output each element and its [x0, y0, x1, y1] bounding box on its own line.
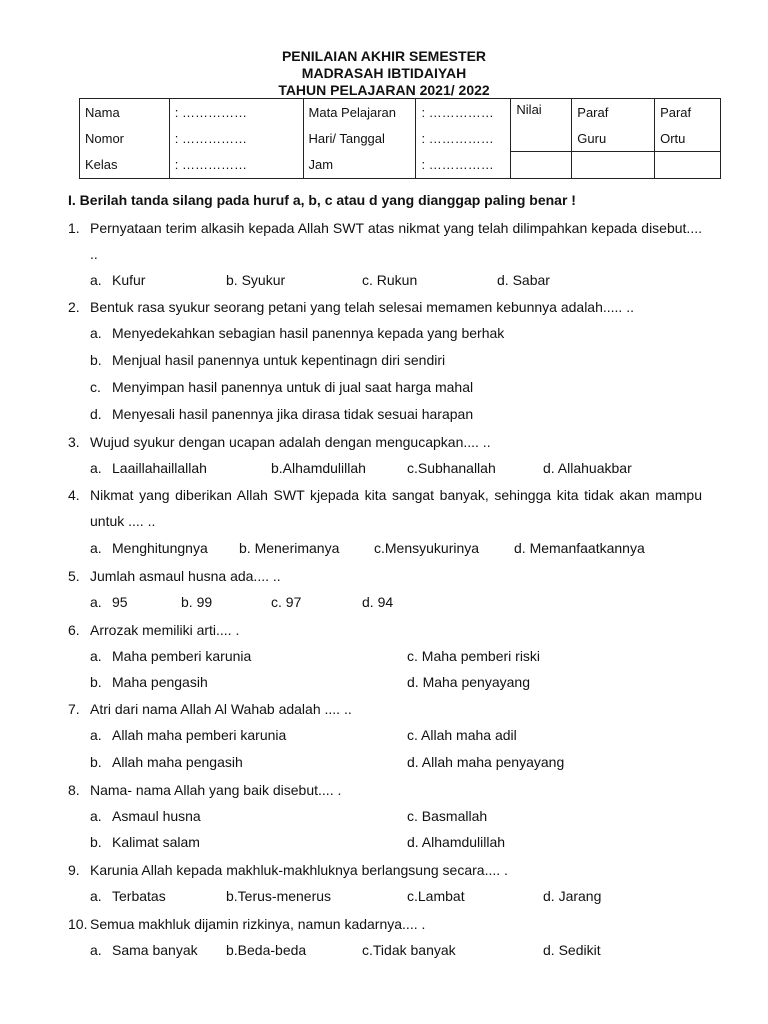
label-paraf-ortu-2: Ortu	[655, 125, 721, 152]
option-text: Menjual hasil panennya untuk kepentinagn diri sendiri	[112, 352, 446, 368]
option-b[interactable]: b. Menerimanya	[239, 540, 340, 556]
option-b[interactable]: b. 99	[181, 594, 213, 610]
option-a[interactable]	[90, 325, 504, 341]
field-hari[interactable]: : ……………	[416, 125, 511, 152]
option-letter: a.	[90, 460, 102, 476]
label-nama: Nama	[80, 99, 170, 126]
option-c[interactable]: c.Subhanallah	[407, 460, 496, 476]
option-letter: b.	[90, 834, 102, 850]
option-b[interactable]: b.Terus-menerus	[226, 888, 332, 904]
option-text: Sama banyak	[112, 942, 198, 958]
option-a[interactable]	[90, 727, 286, 743]
option-c[interactable]: c. Rukun	[362, 272, 418, 288]
option-c[interactable]: c.Tidak banyak	[362, 942, 456, 958]
option-c[interactable]: c. Maha pemberi riski	[407, 648, 541, 664]
field-paraf-guru[interactable]	[572, 152, 655, 179]
option-b[interactable]	[90, 674, 208, 690]
option-text: Maha pemberi karunia	[112, 648, 252, 664]
option-text: Menyesali hasil panennya jika dirasa tidak sesuai harapan	[112, 406, 474, 422]
field-mapel[interactable]: : ……………	[416, 99, 511, 126]
option-a[interactable]	[90, 648, 251, 664]
option-a[interactable]	[90, 942, 198, 958]
option-letter: a.	[90, 808, 102, 824]
label-mapel: Mata Pelajaran	[303, 99, 416, 126]
question-number: 6.	[68, 622, 80, 638]
option-a[interactable]	[90, 888, 166, 904]
option-d[interactable]: d. Allah maha penyayang	[407, 754, 565, 770]
question-text: Semua makhluk dijamin rizkinya, namun kadarnya.... .	[90, 916, 426, 932]
option-c[interactable]: c. 97	[271, 594, 302, 610]
option-c[interactable]	[90, 379, 473, 395]
question-4	[68, 482, 702, 534]
question-text: Arrozak memiliki arti.... .	[90, 622, 240, 638]
option-a[interactable]	[90, 272, 145, 288]
option-d[interactable]: d. Maha penyayang	[407, 674, 530, 690]
field-kelas[interactable]: : ……………	[169, 152, 303, 179]
option-letter: d.	[90, 406, 102, 422]
instruction: I. Berilah tanda silang pada huruf a, b, c atau d yang dianggap paling benar !	[68, 192, 576, 208]
question-text: Nikmat yang diberikan Allah SWT kjepada kita sangat banyak, sehingga kita tidak akan mampu untuk .... ..	[90, 487, 702, 529]
option-d[interactable]: d. Sabar	[497, 272, 550, 288]
option-text: Terbatas	[112, 888, 166, 904]
question-7	[68, 696, 702, 722]
option-d[interactable]: d. 94	[362, 594, 394, 610]
option-letter: a.	[90, 272, 102, 288]
option-text: Laaillahaillallah	[112, 460, 207, 476]
option-text: Asmaul husna	[112, 808, 201, 824]
question-text: Wujud syukur dengan ucapan adalah dengan mengucapkan.... ..	[90, 434, 491, 450]
question-text: Pernyataan terim alkasih kepada Allah SWT atas nikmat yang telah dilimpahkan kepada disebut.... ..	[90, 220, 702, 262]
option-letter: a.	[90, 594, 102, 610]
option-b[interactable]: b.Beda-beda	[226, 942, 307, 958]
option-d[interactable]: d. Alhamdulillah	[407, 834, 506, 850]
question-text: Jumlah asmaul husna ada.... ..	[90, 568, 281, 584]
question-text: Karunia Allah kepada makhluk-makhluknya berlangsung secara.... .	[90, 862, 508, 878]
option-b[interactable]	[90, 754, 243, 770]
option-letter: a.	[90, 540, 102, 556]
option-text: Menghitungnya	[112, 540, 208, 556]
label-kelas: Kelas	[80, 152, 170, 179]
question-text: Nama- nama Allah yang baik disebut.... .	[90, 782, 342, 798]
label-paraf-ortu-1: Paraf	[655, 99, 721, 126]
option-text: Menyimpan hasil panennya untuk di jual saat harga mahal	[112, 379, 474, 395]
label-nilai: Nilai	[511, 99, 572, 152]
label-nomor: Nomor	[80, 125, 170, 152]
option-text: 95	[112, 594, 128, 610]
question-number: 9.	[68, 862, 80, 878]
option-letter: a.	[90, 325, 102, 341]
question-9	[68, 857, 702, 883]
question-number: 10.	[68, 916, 88, 932]
option-d[interactable]: d. Sedikit	[543, 942, 601, 958]
student-info-table	[79, 98, 721, 179]
question-3	[68, 429, 702, 455]
option-c[interactable]: c.Lambat	[407, 888, 465, 904]
field-nilai[interactable]	[511, 152, 572, 179]
label-hari: Hari/ Tanggal	[303, 125, 416, 152]
question-5	[68, 563, 702, 589]
option-letter: b.	[90, 674, 102, 690]
option-letter: a.	[90, 942, 102, 958]
question-1	[68, 215, 702, 267]
option-d[interactable]	[90, 406, 473, 422]
option-text: Maha pengasih	[112, 674, 208, 690]
option-text: Menyedekahkan sebagian hasil panennya kepada yang berhak	[112, 325, 505, 341]
question-number: 7.	[68, 701, 80, 717]
option-letter: a.	[90, 727, 102, 743]
option-a[interactable]	[90, 808, 201, 824]
question-number: 4.	[68, 487, 80, 503]
option-a[interactable]	[90, 594, 128, 610]
academic-year: TAHUN PELAJARAN 2021/ 2022	[278, 82, 490, 98]
option-c[interactable]: c. Basmallah	[407, 808, 488, 824]
option-c[interactable]: c.Mensyukurinya	[374, 540, 480, 556]
field-jam[interactable]: : ……………	[416, 152, 511, 179]
field-paraf-ortu[interactable]	[655, 152, 721, 179]
exam-title: PENILAIAN AKHIR SEMESTER	[281, 48, 487, 64]
option-a[interactable]	[90, 460, 207, 476]
option-b[interactable]	[90, 834, 200, 850]
option-text: Kalimat salam	[112, 834, 200, 850]
field-nama[interactable]: : ……………	[169, 99, 303, 126]
option-letter: b.	[90, 754, 102, 770]
option-text: Kufur	[112, 272, 146, 288]
school-name: MADRASAH IBTIDAIYAH	[301, 65, 467, 81]
option-letter: a.	[90, 888, 102, 904]
question-number: 3.	[68, 434, 80, 450]
option-letter: c.	[90, 379, 101, 395]
label-paraf-guru-2: Guru	[572, 125, 655, 152]
field-nomor[interactable]: : ……………	[169, 125, 303, 152]
question-number: 8.	[68, 782, 80, 798]
option-b[interactable]: b. Syukur	[226, 272, 286, 288]
option-b[interactable]: b.Alhamdulillah	[271, 460, 366, 476]
option-d[interactable]: d. Allahuakbar	[543, 460, 632, 476]
question-number: 1.	[68, 220, 80, 236]
option-c[interactable]: c. Allah maha adil	[407, 727, 517, 743]
question-text: Bentuk rasa syukur seorang petani yang telah selesai memamen kebunnya adalah..... ..	[90, 299, 634, 315]
option-d[interactable]: d. Memanfaatkannya	[514, 540, 645, 556]
question-6	[68, 617, 702, 643]
option-b[interactable]	[90, 352, 445, 368]
question-number: 2.	[68, 299, 80, 315]
option-letter: a.	[90, 648, 102, 664]
option-text: Allah maha pengasih	[112, 754, 243, 770]
question-10	[68, 911, 702, 937]
question-number: 5.	[68, 568, 80, 584]
option-d[interactable]: d. Jarang	[543, 888, 602, 904]
label-paraf-guru-1: Paraf	[572, 99, 655, 126]
label-jam: Jam	[303, 152, 416, 179]
option-letter: b.	[90, 352, 102, 368]
question-text: Atri dari nama Allah Al Wahab adalah .... ..	[90, 701, 352, 717]
question-2	[68, 294, 702, 320]
option-a[interactable]	[90, 540, 208, 556]
question-8	[68, 777, 702, 803]
option-text: Allah maha pemberi karunia	[112, 727, 287, 743]
